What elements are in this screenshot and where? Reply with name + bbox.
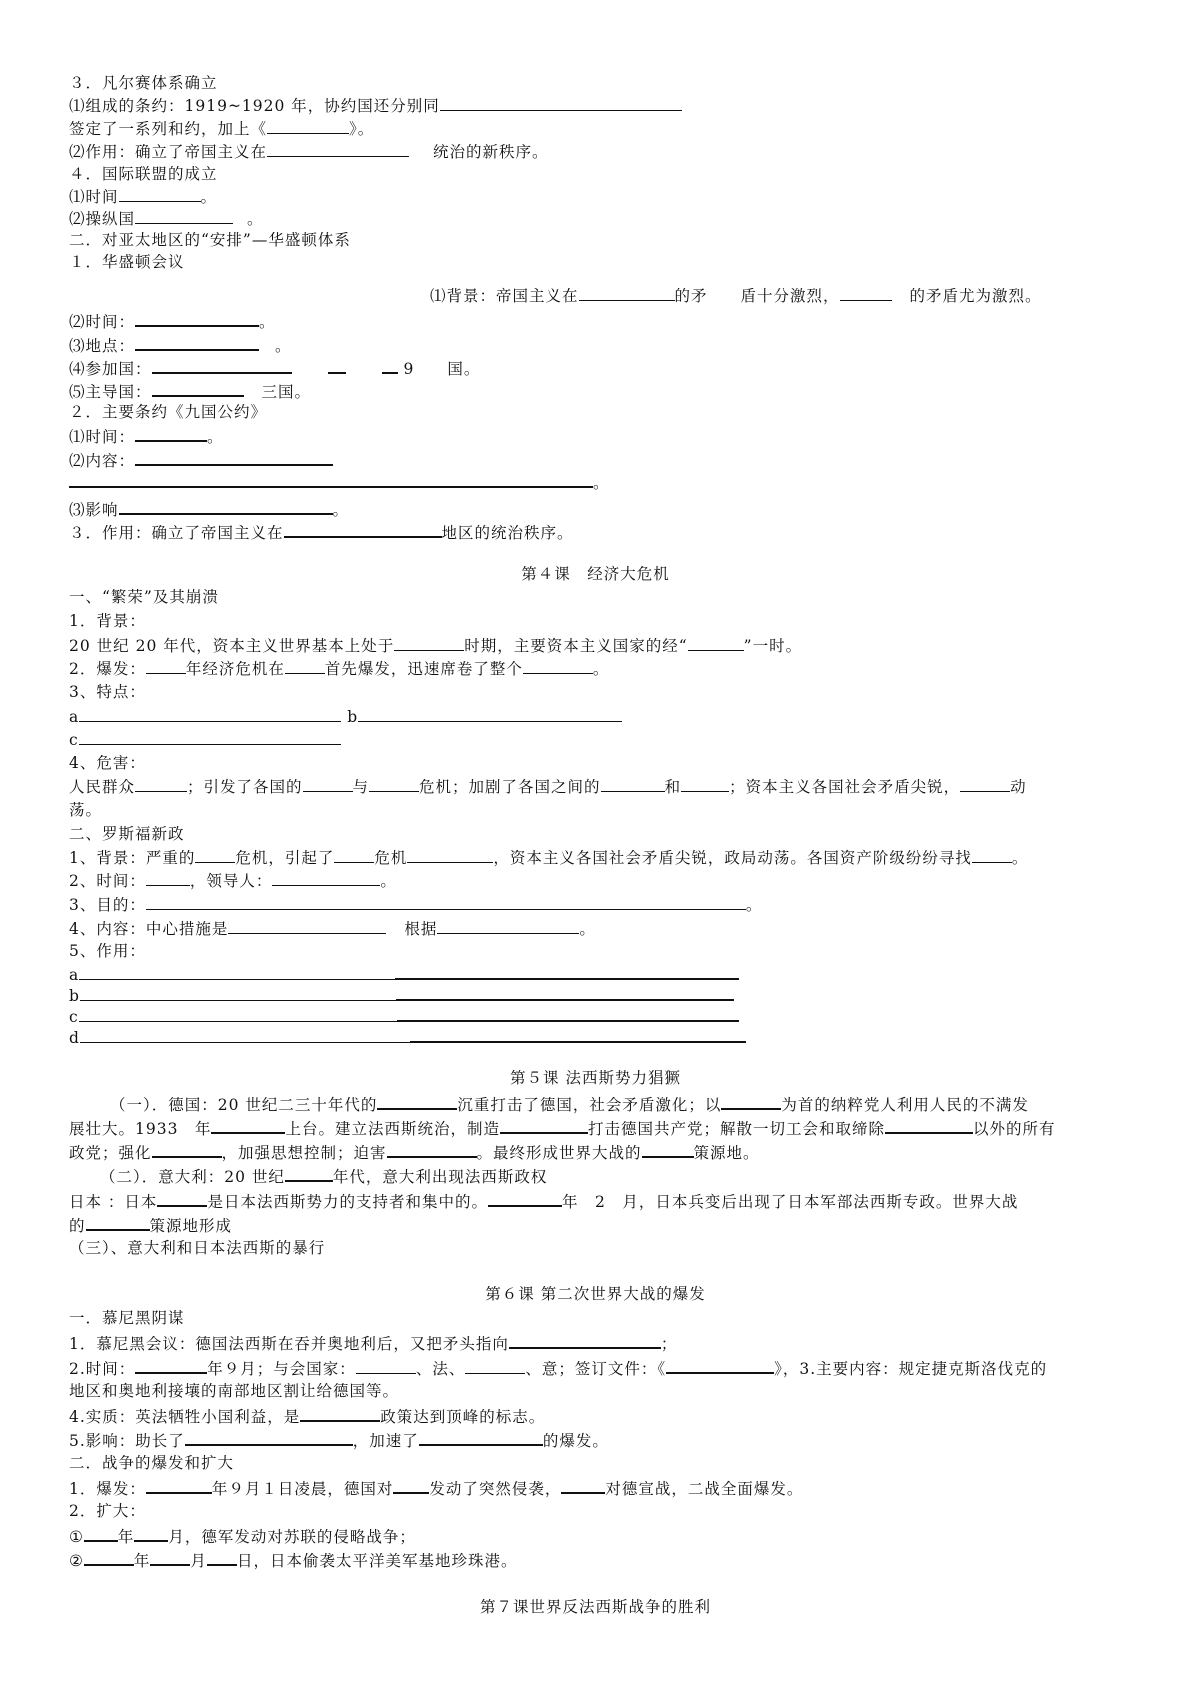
line-background: ⑴背景：帝国主义在 的矛 盾十分激烈， 的矛盾尤为激烈。 xyxy=(430,284,1042,306)
line-new-deal-effect-label: 5、作用： xyxy=(69,942,146,960)
line-treaties: ⑴组成的条约：1919~1920 年，协约国还分别同 xyxy=(69,94,682,116)
line-treaty-content-end: 。 xyxy=(593,474,610,492)
blank xyxy=(579,284,675,301)
heading-league: ４．国际联盟的成立 xyxy=(69,165,218,183)
line-munich-conference: 1．慕尼黑会议：德国法西斯在吞并奥地利后，又把矛头指向 ； xyxy=(69,1331,677,1353)
blank xyxy=(146,657,186,674)
blank xyxy=(84,1524,118,1542)
heading-nine-power-treaty: ２．主要条约《九国公约》 xyxy=(69,403,268,421)
blank xyxy=(334,846,374,863)
blank xyxy=(419,1428,543,1446)
line-new-deal-content: 4、内容：中心措施是 根据 。 xyxy=(69,917,596,939)
line-effect-c: c xyxy=(69,1004,739,1026)
line-new-deal-time: 2、时间： ，领导人： 。 xyxy=(69,869,397,891)
line-conference-time: ⑵时间： 。 xyxy=(69,309,276,331)
blank xyxy=(488,1189,562,1207)
line-league-time: ⑴时间 。 xyxy=(69,185,217,207)
line-league-controller: ⑵操纵国 。 xyxy=(69,207,264,229)
blank xyxy=(79,728,341,745)
blank xyxy=(840,284,892,301)
line-munich-impact: 5.影响：助长了 ，加速了 的爆发。 xyxy=(69,1428,609,1450)
blank xyxy=(688,634,744,651)
blank xyxy=(885,1116,973,1134)
blank xyxy=(152,1140,222,1158)
blank xyxy=(134,1524,168,1542)
blank xyxy=(272,869,380,886)
blank xyxy=(267,117,349,134)
blank xyxy=(960,775,1010,792)
line-war-outbreak: 1．爆发： 年９月１日凌晨，德国对 发动了突然侵袭， 对德宣战，二战全面爆发。 xyxy=(69,1476,803,1498)
line-effect-d: d xyxy=(69,1025,746,1047)
line-background-text: 20 世纪 20 年代，资本主义世界基本上处于 时期，主要资本主义国家的经“ ”一时。 xyxy=(69,634,802,656)
blank xyxy=(642,1140,694,1158)
blank xyxy=(84,1548,134,1566)
blank xyxy=(79,963,395,980)
blank-full-line xyxy=(69,486,593,488)
line-role: ⑵作用：确立了帝国主义在 统治的新秩序。 xyxy=(69,140,549,162)
blank xyxy=(509,1331,661,1349)
lesson-5-title: 第５课 法西斯势力猖獗 xyxy=(510,1069,681,1087)
blank xyxy=(300,1404,380,1422)
blank xyxy=(80,984,396,1001)
blank xyxy=(407,846,493,863)
heading-atrocities: （三）、意大利和日本法西斯的暴行 xyxy=(69,1239,326,1257)
blank xyxy=(601,775,665,792)
line-war-expansion-label: 2．扩大： xyxy=(69,1502,146,1520)
blank xyxy=(119,497,333,515)
blank xyxy=(369,775,419,792)
blank xyxy=(135,424,207,442)
line-harm-text: 人民群众 ；引发了各国的 与 危机；加剧了各国之间的 和 ；资本主义各国社会矛盾尖锐， 动 xyxy=(69,775,1027,797)
blank xyxy=(437,917,579,934)
blank xyxy=(393,1476,429,1494)
lesson-4-title: 第４课 经济大危机 xyxy=(521,565,670,583)
blank xyxy=(135,333,259,351)
blank xyxy=(395,962,739,980)
blank xyxy=(721,1092,781,1110)
blank xyxy=(465,1357,525,1374)
line-participants: ⑷参加国： 9 国。 xyxy=(69,356,480,378)
line-treaty-impact: ⑶影响 。 xyxy=(69,497,349,519)
heading-new-deal: 二、罗斯福新政 xyxy=(69,825,185,843)
blank xyxy=(150,1548,190,1566)
blank xyxy=(303,775,353,792)
blank xyxy=(561,1476,605,1494)
line-japan-1: 日本 ：日本 是日本法西斯势力的支持者和集中的。 年 2 月，日本兵变后出现了日本军部法西斯专政。世界大战 xyxy=(69,1189,1018,1211)
blank xyxy=(146,869,190,886)
heading-prosperity: 一、“繁荣”及其崩溃 xyxy=(69,588,219,606)
blank xyxy=(394,634,464,651)
line-background-label: 1．背景： xyxy=(69,612,146,630)
line-germany-3: 政党；强化 ，加强思想控制；迫害 。最终形成世界大战的 策源地。 xyxy=(69,1140,760,1162)
blank xyxy=(396,983,734,1001)
line-italy: （二）．意大利：20 世纪 年代，意大利出现法西斯政权 xyxy=(100,1164,547,1186)
line-features-ab: a b xyxy=(69,705,622,727)
blank xyxy=(397,1004,739,1022)
blank xyxy=(195,846,235,863)
line-effect-a: a xyxy=(69,962,739,984)
blank xyxy=(86,1213,150,1231)
blank xyxy=(146,893,746,910)
lesson-7-title: 第７课世界反法西斯战争的胜利 xyxy=(479,1598,711,1616)
line-harm-text-2: 荡。 xyxy=(69,801,103,819)
blank xyxy=(523,657,593,674)
blank xyxy=(377,1092,457,1110)
heading-outbreak-expansion: 二．战争的爆发和扩大 xyxy=(69,1454,235,1472)
line-features-c: c xyxy=(69,728,341,750)
line-munich-content: 地区和奥地利接壤的南部地区割让给德国等。 xyxy=(69,1382,400,1400)
blank xyxy=(500,1116,588,1134)
line-new-deal-purpose: 3、目的： 。 xyxy=(69,893,762,915)
blank xyxy=(211,1116,285,1134)
heading-washington-conference: １．华盛顿会议 xyxy=(69,253,185,271)
blank xyxy=(972,846,1012,863)
blank xyxy=(207,1548,237,1566)
blank xyxy=(135,775,187,792)
blank xyxy=(135,448,333,466)
blank xyxy=(410,1025,746,1043)
blank xyxy=(228,917,386,934)
blank xyxy=(328,356,346,374)
blank xyxy=(80,1026,410,1043)
line-harm-label: 4、危害： xyxy=(69,754,146,772)
blank xyxy=(135,309,259,327)
blank xyxy=(666,1356,774,1374)
blank xyxy=(135,1356,207,1374)
line-new-deal-background: 1、背景：严重的 危机，引起了 危机 ，资本主义各国社会矛盾尖锐，政局动荡。各国资产阶级纷纷寻找 。 xyxy=(69,846,1028,868)
blank xyxy=(146,1476,212,1494)
line-features-label: 3、特点： xyxy=(69,683,146,701)
line-effect-b: b xyxy=(69,983,734,1005)
blank xyxy=(356,1357,416,1374)
blank xyxy=(440,94,682,111)
blank xyxy=(285,657,325,674)
blank xyxy=(157,1189,207,1207)
line-washington-role: ３．作用：确立了帝国主义在 地区的统治秩序。 xyxy=(69,520,574,542)
heading-versailles: ３．凡尔赛体系确立 xyxy=(69,74,218,92)
blank xyxy=(267,140,409,157)
blank xyxy=(79,705,341,722)
line-munich-time: 2.时间： 年９月；与会国家： 、法、 、意；签订文件：《 》，3.主要内容：规定捷克斯洛伐克的 xyxy=(69,1356,1047,1378)
blank xyxy=(152,379,244,397)
line-outbreak: 2．爆发： 年经济危机在 首先爆发，迅速席卷了整个 。 xyxy=(69,657,609,679)
blank xyxy=(387,1140,477,1158)
line-munich-essence: 4.实质：英法牺牲小国利益，是 政策达到顶峰的标志。 xyxy=(69,1404,545,1426)
blank xyxy=(285,1164,333,1182)
blank xyxy=(358,705,622,722)
blank xyxy=(382,356,398,374)
line-japan-2: 的 策源地形成 xyxy=(69,1213,232,1235)
line-germany-2: 展壮大。1933 年 上台。建立法西斯统治，制造 打击德国共产党；解散一切工会和取缔除 以外的所有 xyxy=(69,1116,1056,1138)
line-expansion-2: ② 年 月 日，日本偷袭太平洋美军基地珍珠港。 xyxy=(69,1548,517,1570)
line-expansion-1: ① 年 月，德军发动对苏联的侵略战争； xyxy=(69,1524,416,1546)
line-leading-powers: ⑸主导国： 三国。 xyxy=(69,379,311,401)
line-treaties-2: 签定了一系列和约，加上《 》。 xyxy=(69,117,374,139)
blank xyxy=(284,520,442,538)
line-germany-1: （一）．德国：20 世纪二三十年代的 沉重打击了德国，社会矛盾激化；以 为首的纳粹党人利用人民的不满发 xyxy=(110,1092,1029,1114)
heading-munich: 一．慕尼黑阴谋 xyxy=(69,1309,185,1327)
blank xyxy=(119,185,201,202)
blank xyxy=(79,1005,397,1022)
heading-washington-system: 二．对亚太地区的“安排”—华盛顿体系 xyxy=(69,231,351,249)
blank xyxy=(152,356,292,374)
blank xyxy=(681,775,729,792)
line-treaty-time: ⑴时间： 。 xyxy=(69,424,224,446)
blank xyxy=(185,1428,353,1446)
line-treaty-content: ⑵内容： xyxy=(69,448,333,470)
lesson-6-title: 第６课 第二次世界大战的爆发 xyxy=(485,1285,706,1303)
line-conference-place: ⑶地点： 。 xyxy=(69,333,292,355)
blank xyxy=(135,207,233,224)
